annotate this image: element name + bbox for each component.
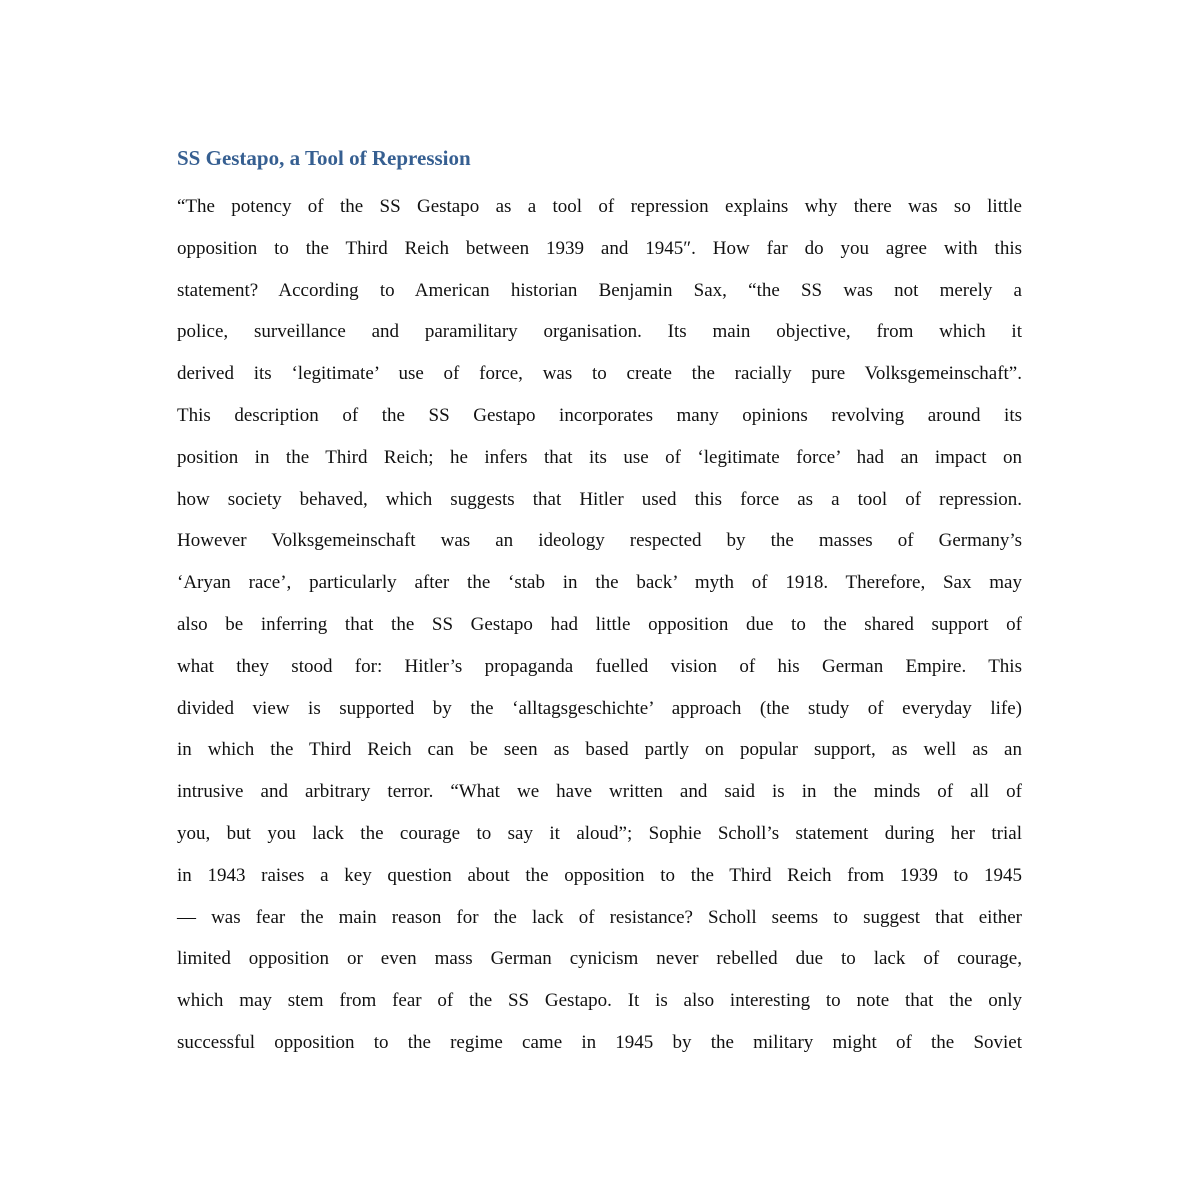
paragraph-line: divided view is supported by the ‘alltagsgeschichte’ approach (the study of everyday life) (177, 697, 1022, 719)
paragraph-line: ‘Aryan race’, particularly after the ‘stab in the back’ myth of 1918. Therefore, Sax may (177, 572, 1022, 594)
paragraph-line: position in the Third Reich; he infers that its use of ‘legitimate force’ had an impact on (177, 446, 1022, 468)
paragraph-line: However Volksgemeinschaft was an ideology respected by the masses of Germany’s (177, 530, 1022, 552)
paragraph-line: “The potency of the SS Gestapo as a tool of repression explains why there was so little (177, 196, 1022, 217)
page-title: SS Gestapo, a Tool of Repression (177, 146, 471, 170)
paragraph-line: opposition to the Third Reich between 1939 and 1945″. How far do you agree with this (177, 237, 1022, 259)
paragraph-line: statement? According to American historian Benjamin Sax, “the SS was not merely a (177, 279, 1022, 301)
paragraph-line: successful opposition to the regime came in 1945 by the military might of the Soviet (177, 1031, 1022, 1053)
paragraph-line: derived its ‘legitimate’ use of force, was to create the racially pure Volksgemeinschaft”. (177, 363, 1022, 385)
paragraph-line: — was fear the main reason for the lack of resistance? Scholl seems to suggest that either (177, 906, 1022, 928)
paragraph-line: you, but you lack the courage to say it aloud”; Sophie Scholl’s statement during her trial (177, 822, 1022, 844)
body-paragraph (177, 186, 1022, 1064)
paragraph-line: how society behaved, which suggests that Hitler used this force as a tool of repression. (177, 488, 1022, 510)
paragraph-line: limited opposition or even mass German cynicism never rebelled due to lack of courage, (177, 948, 1022, 970)
paragraph-line: what they stood for: Hitler’s propaganda fuelled vision of his German Empire. This (177, 655, 1022, 677)
paragraph-line: in 1943 raises a key question about the opposition to the Third Reich from 1939 to 1945 (177, 864, 1022, 886)
paragraph-line: intrusive and arbitrary terror. “What we have written and said is in the minds of all of (177, 781, 1022, 803)
paragraph-line: police, surveillance and paramilitary organisation. Its main objective, from which it (177, 321, 1022, 343)
paragraph-line: also be inferring that the SS Gestapo had little opposition due to the shared support of (177, 613, 1022, 635)
paragraph-line: in which the Third Reich can be seen as based partly on popular support, as well as an (177, 739, 1022, 761)
paragraph-line: This description of the SS Gestapo incorporates many opinions revolving around its (177, 404, 1022, 426)
paragraph-line: which may stem from fear of the SS Gestapo. It is also interesting to note that the only (177, 990, 1022, 1012)
